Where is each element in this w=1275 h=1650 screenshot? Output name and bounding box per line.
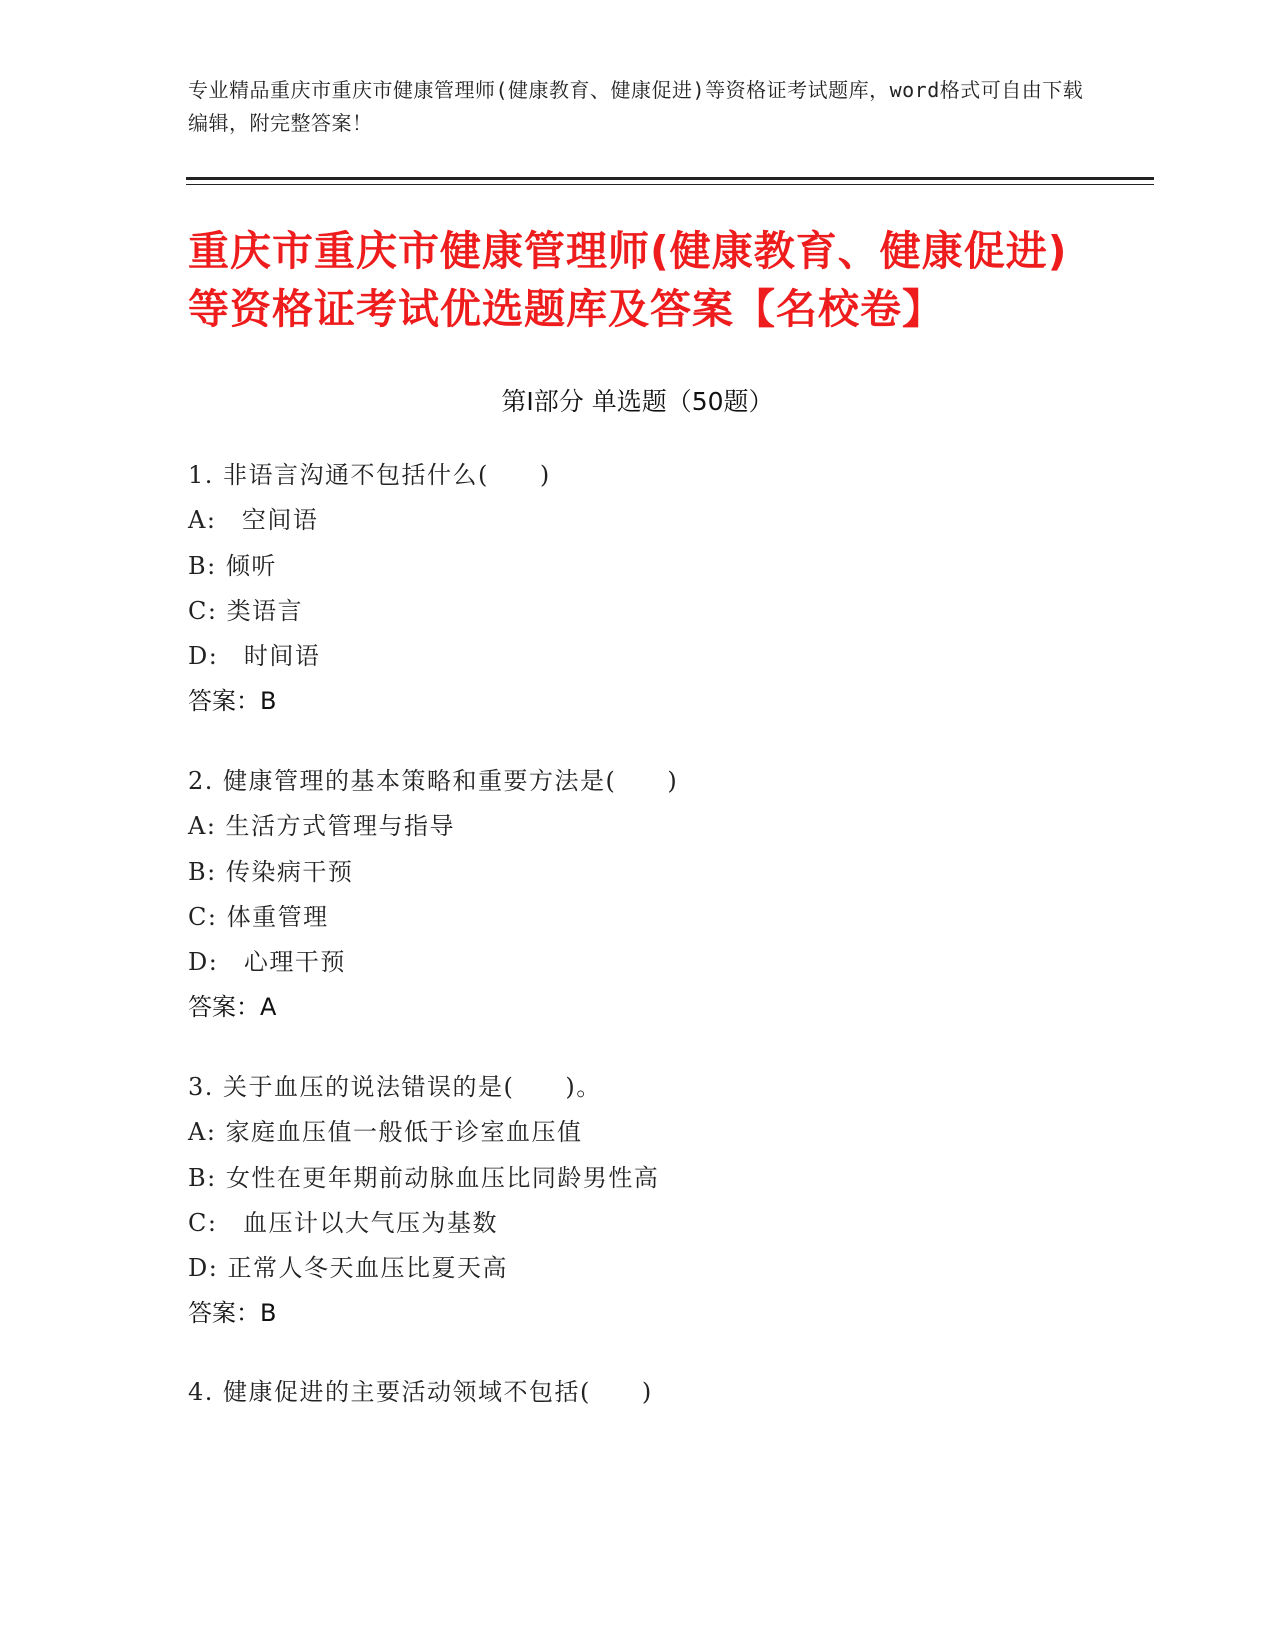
answer xyxy=(188,985,1148,1030)
option-b: B: 女性在更年期前动脉血压比同龄男性高 xyxy=(188,1163,660,1192)
question-stem: 1. 非语言沟通不包括什么( ) xyxy=(188,461,551,489)
header-rule-thin xyxy=(186,184,1154,185)
question-4 xyxy=(188,1370,1148,1415)
header-rule-thick xyxy=(186,177,1154,180)
answer-value: B xyxy=(260,1299,277,1328)
answer xyxy=(188,679,1148,724)
header-note: 专业精品重庆市重庆市健康管理师(健康教育、健康促进)等资格证考试题库，word格式可自由下载编辑，附完整答案！ xyxy=(188,78,1084,135)
answer-label: 答案： xyxy=(188,1299,260,1328)
option-b: B: 倾听 xyxy=(188,551,277,580)
question-1 xyxy=(188,453,1148,725)
question-3 xyxy=(188,1065,1148,1337)
answer-label: 答案： xyxy=(188,993,260,1022)
option-a: A: 空间语 xyxy=(188,506,319,535)
answer-value: B xyxy=(260,687,277,716)
section-title: 第Ⅰ部分 单选题（50题） xyxy=(501,387,774,416)
option-c: C: 血压计以大气压为基数 xyxy=(188,1208,498,1237)
option-c: C: 体重管理 xyxy=(188,902,329,931)
answer xyxy=(188,1291,1148,1336)
document-title: 重庆市重庆市健康管理师(健康教育、健康促进)等资格证考试优选题库及答案【名校卷】 xyxy=(188,227,1068,333)
option-d: D: 正常人冬天血压比夏天高 xyxy=(188,1254,508,1283)
question-stem: 2. 健康管理的基本策略和重要方法是( ) xyxy=(188,767,679,795)
option-a: A: 家庭血压值一般低于诊室血压值 xyxy=(188,1118,583,1147)
option-d: D: 时间语 xyxy=(188,642,321,671)
question-2 xyxy=(188,759,1148,1031)
question-stem: 3. 关于血压的说法错误的是( )。 xyxy=(188,1073,602,1101)
answer-value: A xyxy=(260,993,277,1022)
option-a: A: 生活方式管理与指导 xyxy=(188,812,456,841)
question-stem: 4. 健康促进的主要活动领域不包括( ) xyxy=(188,1378,653,1406)
answer-label: 答案： xyxy=(188,687,260,716)
option-b: B: 传染病干预 xyxy=(188,857,354,886)
option-d: D: 心理干预 xyxy=(188,948,346,977)
option-c: C: 类语言 xyxy=(188,596,304,625)
